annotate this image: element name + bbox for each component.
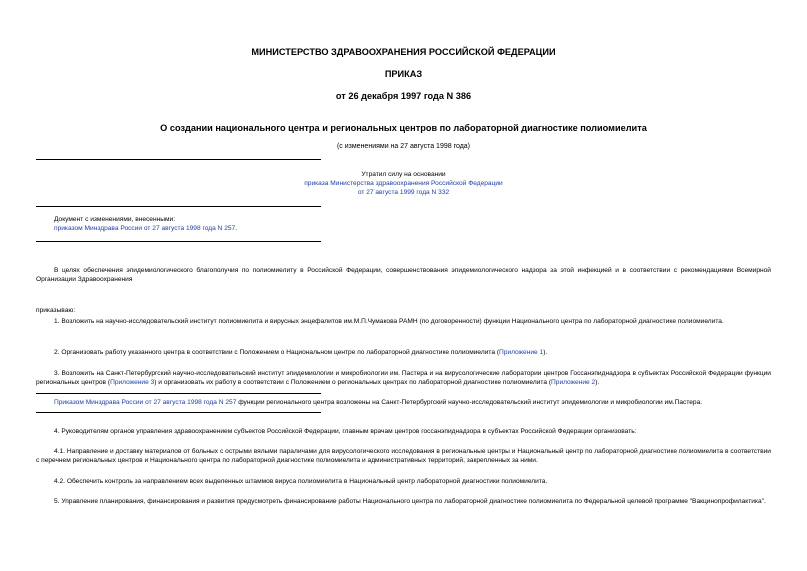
appendix-2-link[interactable]: Приложение 2 <box>551 379 596 387</box>
void-notice-link-date[interactable]: от 27 августа 1999 года N 332 <box>357 189 450 196</box>
clause-5: 5. Управление планирования, финансирования и развития предусмотреть финансирование работы Национального центра по лабораторной диагностике полиомиелита по Федеральной целевой программе "Вакцинопрофилактика". <box>54 498 766 505</box>
clause-4-2: 4.2. Обеспечить контроль за направлением всех выделенных штаммов вируса полиомиелита в Национальный центр лабораторной диагностики полиомиелита. <box>54 478 548 485</box>
amendment-text: Документ с изменениями, внесенными: <box>54 216 176 223</box>
order-heading: ПРИКАЗ <box>384 69 423 79</box>
amendment-link[interactable]: приказом Минздрава России от 27 августа 1998 года N 257 <box>54 225 236 232</box>
order-word: приказываю: <box>36 307 76 314</box>
divider <box>36 159 321 160</box>
order-date: от 26 декабря 1997 года N 386 <box>335 91 472 101</box>
void-notice-text: Утратил силу на основании <box>361 171 446 178</box>
clause-3-end: ). <box>595 379 600 387</box>
clause-4: 4. Руководителям органов управления здравоохранением субъектов Российской Федерации, главным врачам центров госсанэпиднадзора в субъектах Российской Федерации организовать: <box>54 428 637 435</box>
amendment-note-link[interactable]: Приказом Минздрава России от 27 августа 1998 года N 257 <box>54 399 237 406</box>
clause-4-1: 4.1. Направление и доставку материалов от больных с острыми вялыми параличами для вирусологического исследования в региональные центры и Национальный центр по лабораторной диагностике полиомиелита в соответствии с перечнем региональных центров и Национального центра по лабораторной диагностике полиомиелита и административных территорий, закрепленных за ними. <box>36 448 771 465</box>
amendment-suffix: . <box>235 225 238 232</box>
amendment-note-text: функции регионального центра возложены на Санкт-Петербургский научно-исследовательский институт эпидемиологии и микробиологии им.Пастера. <box>236 399 703 406</box>
document-title: О создании национального центра и региональных центров по лабораторной диагностике полиомиелита <box>160 123 647 133</box>
divider <box>36 241 321 242</box>
clause-3-text: 3. Возложить на Санкт-Петербургский научно-исследовательский институт эпидемиологии и микробиологии им. Пастера и на вирусологические лаборатории центров Госсанэпиднадзора в субъектах Российской Федерации функции региональных центров ( <box>36 370 771 387</box>
amendment-note <box>54 398 774 407</box>
clause-1: 1. Возложить на научно-исследовательский институт полиомиелита и вирусных энцефалитов им.М.П.Чумакова РАМН (по договоренности) функции Национального центра по лабораторной диагностике полиомиелита. <box>54 318 724 325</box>
divider <box>36 206 321 207</box>
changes-note: (с изменениями на 27 августа 1998 года) <box>336 143 471 150</box>
clause-3 <box>36 369 771 387</box>
clause-2-end: ). <box>543 349 548 356</box>
appendix-3-link[interactable]: Приложение 3 <box>110 379 155 387</box>
void-notice <box>0 170 807 197</box>
divider <box>36 412 321 413</box>
divider <box>36 393 321 394</box>
intro-paragraph: В целях обеспечения эпидемиологического благополучия по полиомиелиту в Российской Федерации, совершенствования эпидемиологического надзора за этой инфекцией и в соответствии с рекомендациями Всемирной Организации Здравоохранения <box>36 267 771 284</box>
appendix-1-link[interactable]: Приложение 1 <box>499 349 544 356</box>
amendment-notice <box>54 215 237 233</box>
clause-2 <box>36 348 771 357</box>
clause-3-mid: ) и организовать их работу в соответствии с Положением о региональных центрах по лабораторной диагностике полиомиелита ( <box>154 379 552 387</box>
void-notice-link[interactable]: приказа Министерства здравоохранения Российской Федерации <box>304 180 503 187</box>
ministry-heading: МИНИСТЕРСТВО ЗДРАВООХРАНЕНИЯ РОССИЙСКОЙ ФЕДЕРАЦИИ <box>251 47 556 57</box>
clause-2-text: 2. Организовать работу указанного центра в соответствии с Положением о Национальном центре по лабораторной диагностике полиомиелита ( <box>54 349 500 356</box>
